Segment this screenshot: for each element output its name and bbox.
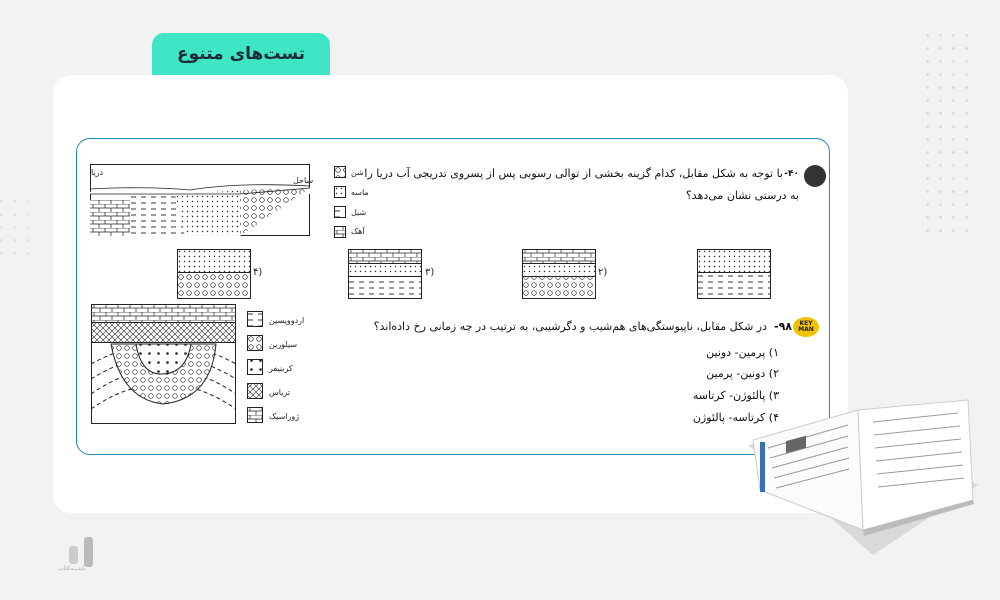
legend-silurian: سیلورین <box>269 340 298 349</box>
legend-triassic: تریاس <box>269 388 291 397</box>
decorative-dots <box>926 34 978 274</box>
q2-option-4[interactable]: ۴) کرتاسه- پالئوژن <box>692 411 779 424</box>
open-book-illustration <box>738 380 983 560</box>
q1-legend-swatches <box>334 166 346 238</box>
option-3-column[interactable] <box>348 249 422 299</box>
decorative-dots-left <box>0 200 40 270</box>
legend-gravel: شن <box>351 168 364 177</box>
keyman-badge-icon: KEY MAN <box>793 317 819 337</box>
q2-option-1[interactable]: ۱) پرمین- دونین <box>706 346 779 359</box>
brand-name: بایتـــه‌کتاب <box>58 565 86 572</box>
unconformity-cross-section <box>91 304 236 424</box>
q1-text-line1: با توجه به شکل مقابل، کدام گزینه بخشی از توالی رسوبی پس از پسروی تدریجی آب دریا را <box>364 167 783 180</box>
label-sea: دریا <box>91 168 104 177</box>
legend-limestone: آهک <box>351 227 365 236</box>
q2-option-2[interactable]: ۲) دونین- پرمین <box>706 367 779 380</box>
legend-ordovician: اردوویسین <box>269 316 305 325</box>
question-badge-icon <box>804 165 826 187</box>
option-4-label[interactable]: ۴) <box>253 267 263 278</box>
legend-jurassic: ژوراسیک <box>269 412 300 421</box>
q1-number: ۴۰- <box>784 169 799 179</box>
q1-text-line2: به درستی نشان می‌دهد؟ <box>685 189 799 202</box>
option-4-column[interactable] <box>177 249 251 299</box>
legend-shale: شیل <box>351 208 367 217</box>
q2-text: در شکل مقابل، ناپیوستگی‌های هم‌شیب و دگرشیبی، به ترتیب در چه زمانی رخ داده‌اند؟ <box>373 320 767 333</box>
option-2-column[interactable] <box>522 249 596 299</box>
legend-carboniferous: کربنیفر <box>269 364 293 373</box>
brand-logo <box>57 528 117 588</box>
sediment-cross-section <box>90 164 310 236</box>
label-coast: ساحل <box>293 176 314 185</box>
q2-number: ۹۸- <box>773 320 792 333</box>
option-1-column[interactable] <box>697 249 771 299</box>
legend-sand: ماسه <box>351 188 369 197</box>
question-box <box>76 138 830 455</box>
section-title-tab: تست‌های متنوع <box>152 33 330 75</box>
option-3-label[interactable]: ۳) <box>425 267 435 278</box>
option-2-label[interactable]: ۲) <box>598 267 608 278</box>
q2-legend-swatches <box>247 311 263 423</box>
q2-option-3[interactable]: ۳) پالئوژن- کرتاسه <box>692 389 779 402</box>
